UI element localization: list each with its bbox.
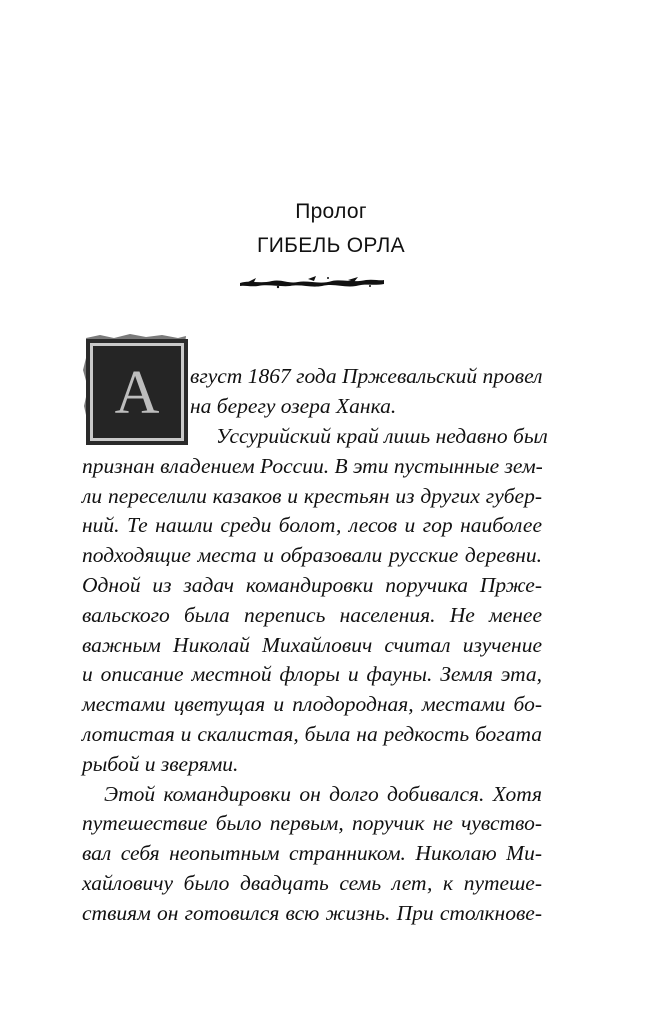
text-line: на берегу озера Ханка.	[190, 393, 397, 418]
body-text	[82, 422, 548, 929]
chapter-title: ГИБЕЛЬ ОРЛА	[257, 234, 405, 257]
text-line: Этой командировки он долго добивался. Хотя	[104, 781, 542, 806]
text-line: ли переселили казаков и крестьян из других губер-	[82, 483, 542, 508]
text-line: вгуст 1867 года Пржевальский провел	[190, 364, 543, 388]
text-line: признан владением России. В эти пустынные зем-	[82, 453, 543, 478]
chapter-label: Пролог	[295, 200, 367, 223]
text-line: хайловичу было двадцать семь лет, к путеше-	[82, 870, 542, 895]
text-line: Одной из задач командировки поручика Прже-	[82, 572, 542, 597]
text-line: и описание местной флоры и фауны. Земля эта,	[82, 662, 542, 687]
text-line: рыбой и зверями.	[82, 751, 239, 776]
text-line: вальского была перепись населения. Не менее	[82, 602, 542, 627]
text-line: вал себя неопытным странником. Николаю Ми-	[82, 841, 542, 866]
text-line: Уссурийский край лишь недавно был	[216, 424, 548, 448]
text-line: подходящие места и образовали русские деревни.	[82, 543, 542, 568]
paragraph-1	[190, 362, 543, 422]
text-line: ствиям он готовился всю жизнь. При столкнове-	[82, 900, 542, 925]
drop-cap-letter: А	[114, 359, 160, 427]
text-line: путешествие было первым, поручик не чувство-	[82, 811, 542, 836]
text-line: лотистая и скалистая, была на редкость богата	[82, 721, 542, 746]
text-line: ний. Те нашли среди болот, лесов и гор наиболее	[82, 513, 542, 538]
text-line: важным Николай Михайлович считал изучение	[82, 632, 542, 657]
text-line: местами цветущая и плодородная, местами бо-	[82, 692, 542, 717]
brush-stroke-ornament	[238, 274, 386, 290]
